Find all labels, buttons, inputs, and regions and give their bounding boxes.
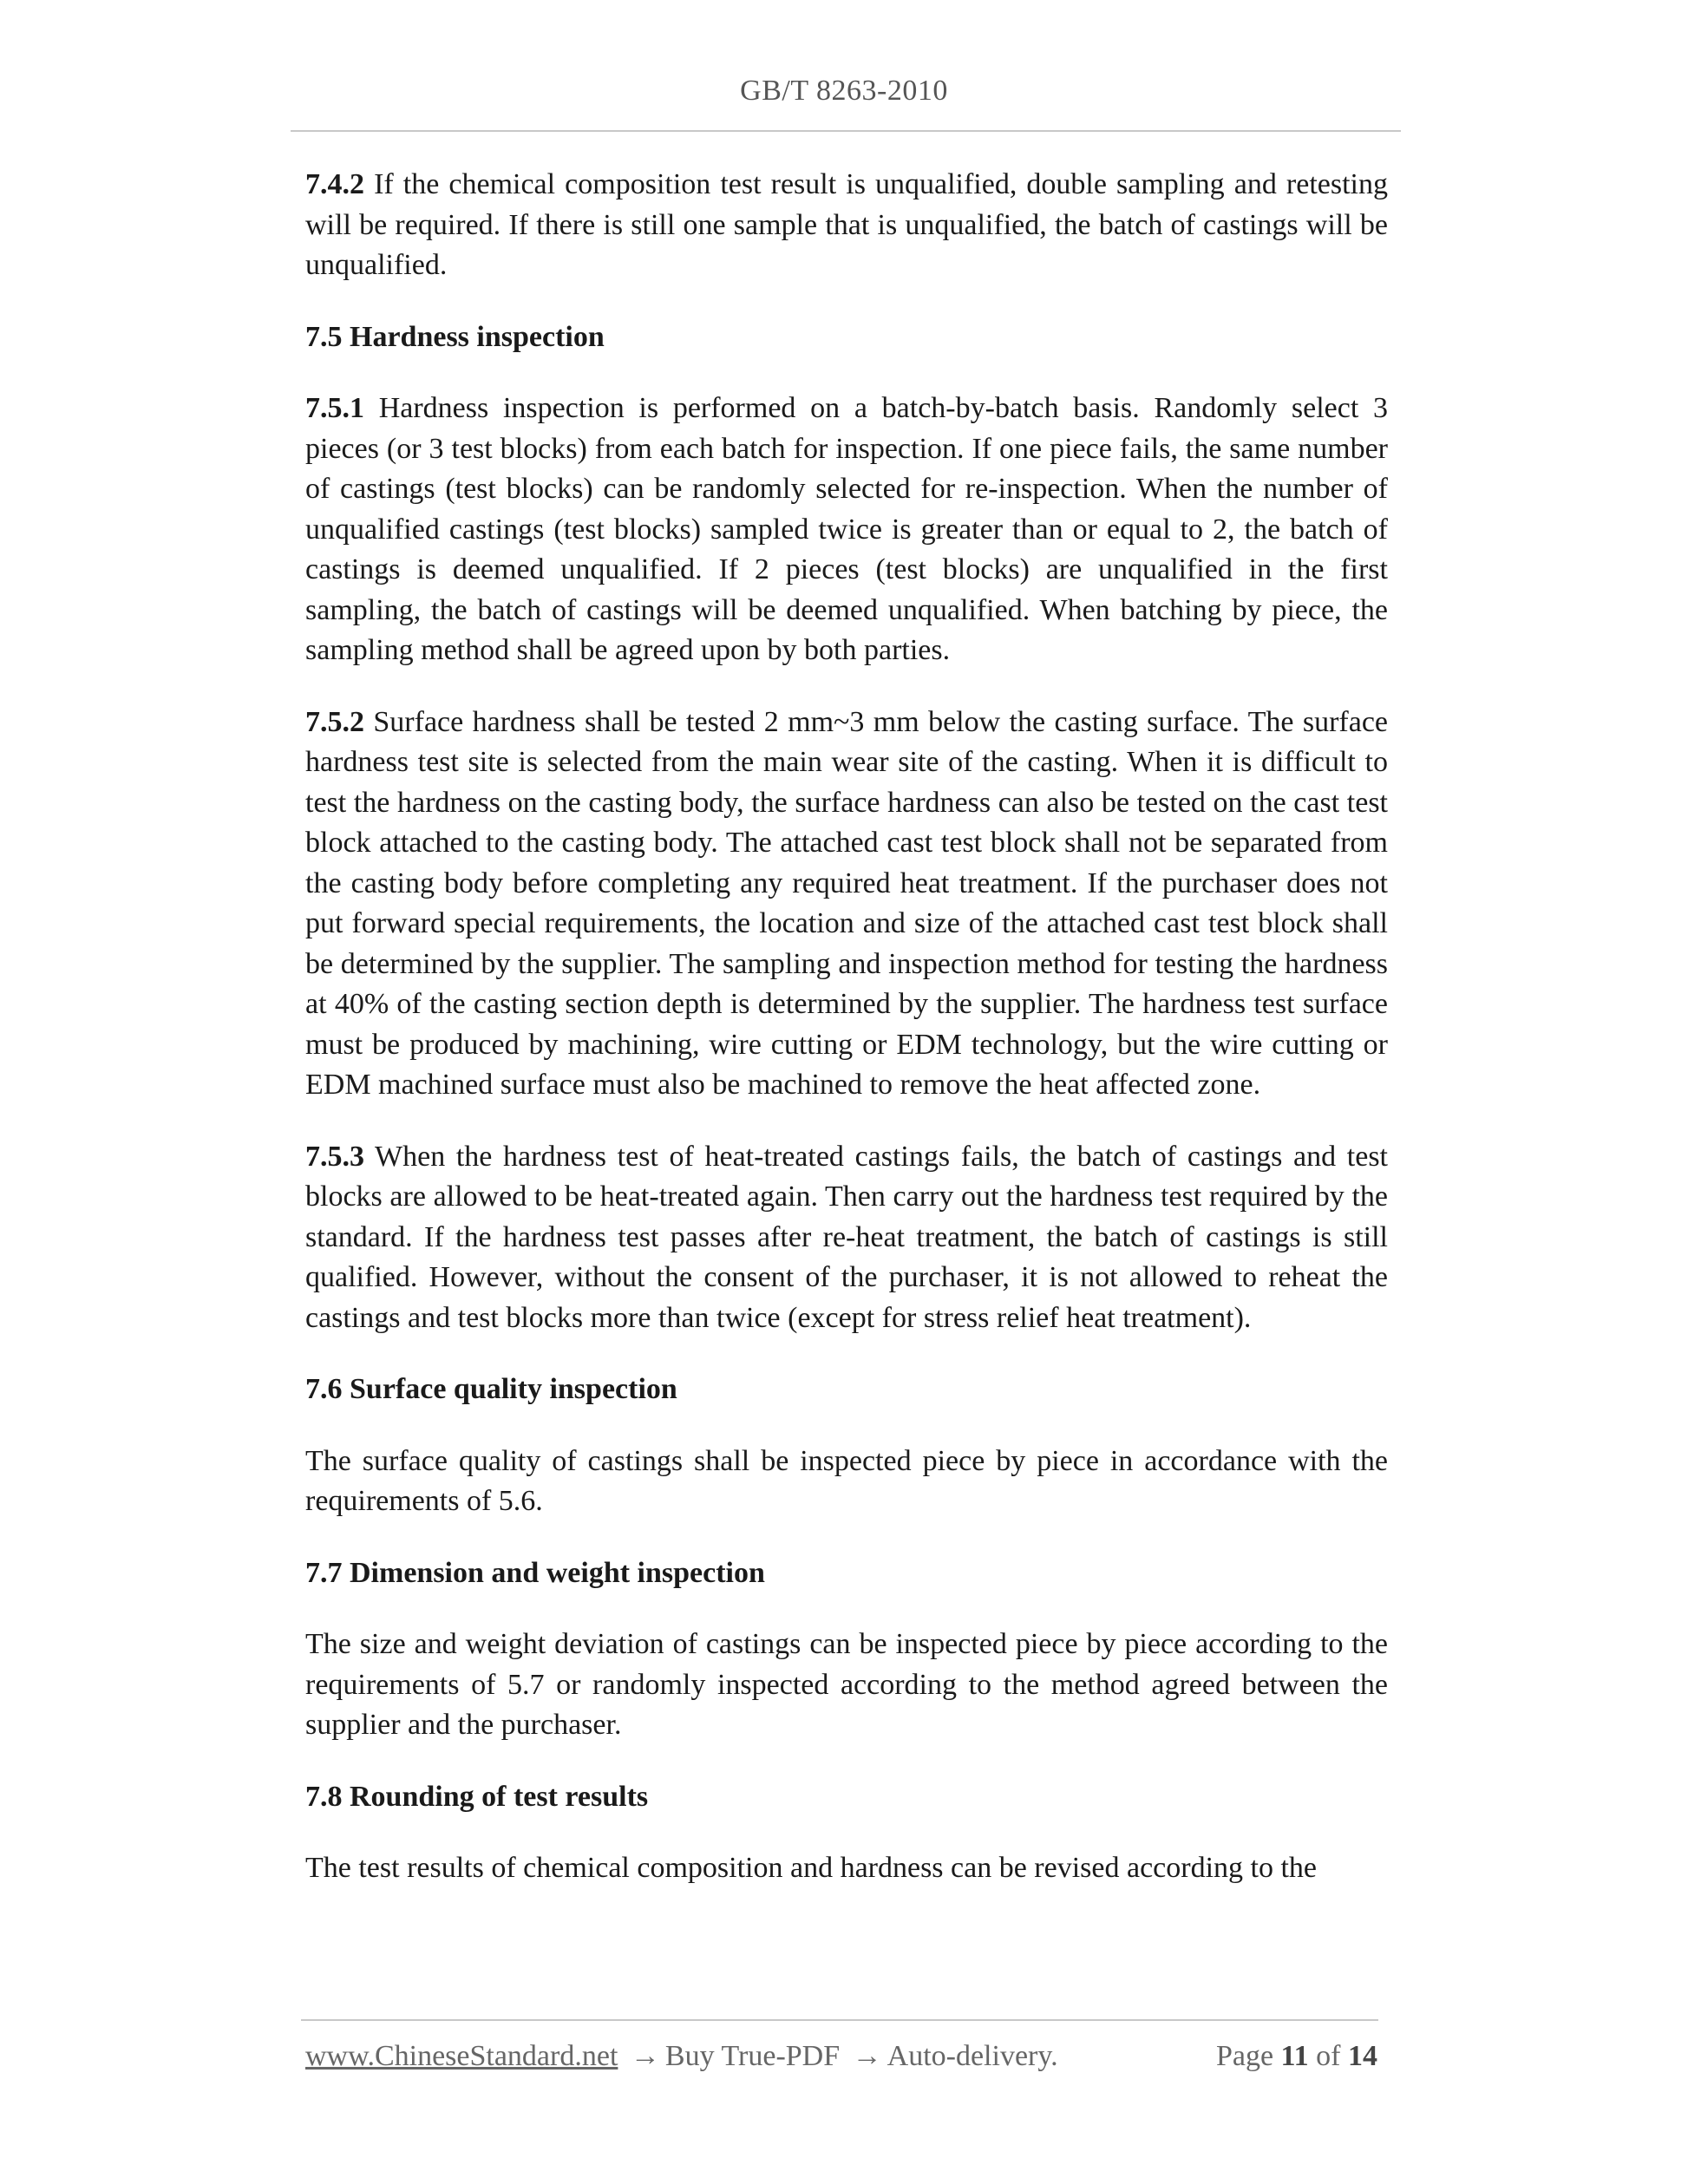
site-link[interactable]: www.ChineseStandard.net [305, 2040, 618, 2072]
section-heading-7-7: 7.7 Dimension and weight inspection [305, 1556, 765, 1589]
footer-promo [305, 2040, 1058, 2073]
clause-number: 7.4.2 [305, 168, 364, 200]
page-total: 14 [1348, 2040, 1377, 2072]
clause-7-5-3 [305, 1137, 1388, 1339]
clause-number: 7.5.1 [305, 392, 364, 424]
document-body [305, 165, 1388, 1920]
arrow-right-icon: → [852, 2040, 882, 2072]
page-indicator [1216, 2040, 1377, 2073]
clause-text: Surface hardness shall be tested 2 mm~3 mm below the casting surface. The surface hardness test site is selected from the main wear site of the casting. When it is difficult to test the hardness on the casting body, the surface hardness can also be tested on the cast test block attached to the casting body. The attached cast test block shall not be separated from the casting body before completing any required heat treatment. If the purchaser does not put forward special requirements, the location and size of the attached cast test block shall be determined by the supplier. The sampling and inspection method for testing the hardness at 40% of the casting section depth is determined by the supplier. The hardness test surface must be produced by machining, wire cutting or EDM technology, but the wire cutting or EDM machined surface must also be machined to remove the heat affected zone. [305, 705, 1388, 1101]
section-heading-7-6: 7.6 Surface quality inspection [305, 1373, 677, 1405]
clause-7-5-1 [305, 389, 1388, 671]
clause-7-4-2 [305, 165, 1388, 286]
buy-pdf-text: Buy True-PDF [664, 2040, 841, 2072]
page-header-title: GB/T 8263-2010 [740, 75, 948, 107]
clause-text: Hardness inspection is performed on a batch-by-batch basis. Randomly select 3 pieces (or 3 test blocks) from each batch for inspection. If one piece fails, the same number of castings (test blocks) can be randomly selected for re-inspection. When the number of unqualified castings (test blocks) sampled twice is greater than or equal to 2, the batch of castings is deemed unqualified. If 2 pieces (test blocks) are unqualified in the first sampling, the batch of castings will be deemed unqualified. When batching by piece, the sampling method shall be agreed upon by both parties. [305, 392, 1388, 666]
clause-number: 7.5.3 [305, 1140, 364, 1173]
auto-delivery-text: Auto-delivery. [887, 2040, 1058, 2072]
clause-7-6-text: The surface quality of castings shall be inspected piece by piece in accordance with the requirements of 5.6. [305, 1444, 1388, 1517]
section-heading-7-8: 7.8 Rounding of test results [305, 1780, 649, 1813]
clause-7-5-2 [305, 703, 1388, 1106]
arrow-right-icon: → [630, 2040, 660, 2072]
clause-text: When the hardness test of heat-treated castings fails, the batch of castings and test blocks are allowed to be heat-treated again. Then carry out the hardness test required by the standard. If the hardness test passes after re-heat treatment, the batch of castings is still qualified. However, without the consent of the purchaser, it is not allowed to reheat the castings and test blocks more than twice (except for stress relief heat treatment). [305, 1140, 1388, 1334]
page-label: Page [1215, 2040, 1274, 2072]
clause-7-7-text: The size and weight deviation of castings can be inspected piece by piece according to the requirements of 5.7 or randomly inspected according to the method agreed between the supplier and the purchaser. [305, 1628, 1388, 1741]
page-of: of [1316, 2040, 1341, 2072]
section-heading-7-5: 7.5 Hardness inspection [305, 320, 605, 353]
clause-number: 7.5.2 [305, 705, 364, 738]
page-current: 11 [1280, 2040, 1309, 2072]
footer-divider [301, 2019, 1378, 2021]
clause-7-8-text: The test results of chemical composition and hardness can be revised according to the [305, 1852, 1318, 1884]
clause-text: If the chemical composition test result is unqualified, double sampling and retesting will be required. If there is still one sample that is unqualified, the batch of castings will be unqualified. [305, 168, 1388, 281]
header-divider [291, 130, 1401, 132]
page-footer [305, 2040, 1377, 2073]
